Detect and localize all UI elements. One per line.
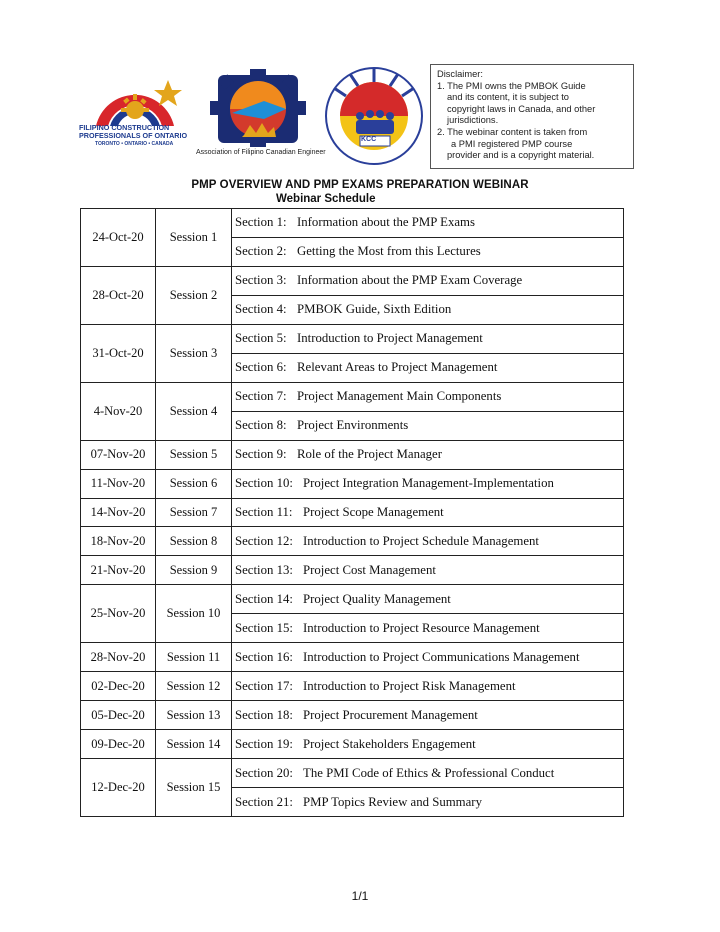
session-date: 12-Dec-20 bbox=[80, 758, 156, 817]
section-row bbox=[231, 729, 624, 759]
section-number: Section 7: bbox=[235, 389, 287, 404]
fcpo-caption-line-1: FILIPINO CONSTRUCTION bbox=[79, 123, 170, 132]
section-row bbox=[231, 440, 624, 470]
section-row bbox=[231, 555, 624, 585]
section-title: Project Environments bbox=[297, 418, 409, 433]
section-number: Section 3: bbox=[235, 273, 287, 288]
section-row bbox=[231, 295, 624, 325]
document-title: PMP OVERVIEW AND PMP EXAMS PREPARATION WEBINAR bbox=[191, 179, 529, 191]
section-row bbox=[231, 613, 624, 643]
disclaimer-line: copyright laws in Canada, and other bbox=[447, 103, 596, 114]
session-label: Session 14 bbox=[155, 729, 232, 759]
kcc-seal-icon bbox=[318, 62, 436, 166]
section-title: Role of the Project Manager bbox=[297, 447, 442, 462]
session-date: 28-Oct-20 bbox=[80, 266, 156, 325]
kcc-center-text: KCC bbox=[361, 136, 377, 143]
session-label: Session 4 bbox=[155, 382, 232, 441]
section-number: Section 9: bbox=[235, 447, 287, 462]
section-row bbox=[231, 411, 624, 441]
section-row bbox=[231, 237, 624, 267]
section-title: Project Integration Management-Implementation bbox=[303, 476, 554, 491]
session-date: 07-Nov-20 bbox=[80, 440, 156, 470]
section-title: Introduction to Project Resource Management bbox=[303, 620, 540, 635]
section-row bbox=[231, 526, 624, 556]
section-row bbox=[231, 266, 624, 296]
section-title: Project Stakeholders Engagement bbox=[303, 736, 476, 751]
section-number: Section 21: bbox=[235, 794, 293, 809]
section-number: Section 19: bbox=[235, 736, 293, 751]
section-number: Section 20: bbox=[235, 765, 293, 780]
session-date: 05-Dec-20 bbox=[80, 700, 156, 730]
section-row bbox=[231, 382, 624, 412]
session-label: Session 6 bbox=[155, 469, 232, 499]
kcc-logo bbox=[318, 62, 436, 166]
section-number: Section 4: bbox=[235, 302, 287, 317]
section-number: Section 18: bbox=[235, 707, 293, 722]
section-title: Information about the PMP Exam Coverage bbox=[297, 273, 523, 288]
fcpo-caption-line-3: TORONTO • ONTARIO • CANADA bbox=[95, 141, 174, 147]
session-label: Session 10 bbox=[155, 584, 232, 643]
section-title: Introduction to Project Management bbox=[297, 331, 483, 346]
section-title: Information about the PMP Exams bbox=[297, 215, 475, 230]
fcpo-logo bbox=[76, 72, 194, 150]
section-number: Section 1: bbox=[235, 215, 287, 230]
section-title: Introduction to Project Communications Management bbox=[303, 649, 580, 664]
session-label: Session 13 bbox=[155, 700, 232, 730]
session-label: Session 1 bbox=[155, 208, 232, 267]
disclaimer-line: 2. The webinar content is taken from bbox=[437, 126, 588, 137]
section-row bbox=[231, 700, 624, 730]
session-label: Session 9 bbox=[155, 555, 232, 585]
section-number: Section 6: bbox=[235, 360, 287, 375]
section-number: Section 17: bbox=[235, 678, 293, 693]
section-number: Section 13: bbox=[235, 562, 293, 577]
section-row bbox=[231, 642, 624, 672]
webinar-schedule-table bbox=[80, 208, 623, 816]
disclaimer-box bbox=[430, 64, 634, 169]
section-title: Project Management Main Components bbox=[297, 389, 502, 404]
session-date: 28-Nov-20 bbox=[80, 642, 156, 672]
session-label: Session 2 bbox=[155, 266, 232, 325]
section-row bbox=[231, 671, 624, 701]
disclaimer-line: jurisdictions. bbox=[447, 115, 499, 126]
fcpo-caption-line-2: PROFESSIONALS OF ONTARIO bbox=[79, 131, 188, 140]
session-date: 25-Nov-20 bbox=[80, 584, 156, 643]
section-number: Section 2: bbox=[235, 244, 287, 259]
section-title: PMBOK Guide, Sixth Edition bbox=[297, 302, 452, 317]
disclaimer-line: and its content, it is subject to bbox=[447, 92, 569, 103]
section-number: Section 11: bbox=[235, 504, 293, 519]
session-date: 11-Nov-20 bbox=[80, 469, 156, 499]
disclaimer-line: provider and is a copyright material. bbox=[447, 150, 595, 161]
section-row bbox=[231, 787, 624, 817]
section-number: Section 15: bbox=[235, 620, 293, 635]
section-row bbox=[231, 469, 624, 499]
session-date: 24-Oct-20 bbox=[80, 208, 156, 267]
session-label: Session 11 bbox=[155, 642, 232, 672]
section-number: Section 14: bbox=[235, 591, 293, 606]
section-number: Section 10: bbox=[235, 476, 293, 491]
section-row bbox=[231, 353, 624, 383]
disclaimer-line: a PMI registered PMP course bbox=[451, 138, 573, 149]
session-label: Session 3 bbox=[155, 324, 232, 383]
page-number: 1/1 bbox=[351, 889, 369, 903]
session-date: 18-Nov-20 bbox=[80, 526, 156, 556]
section-title: Introduction to Project Schedule Management bbox=[303, 533, 539, 548]
session-date: 14-Nov-20 bbox=[80, 498, 156, 528]
section-title: Project Quality Management bbox=[303, 591, 451, 606]
section-row bbox=[231, 584, 624, 614]
section-row bbox=[231, 324, 624, 354]
disclaimer-heading: Disclaimer: bbox=[437, 69, 483, 79]
section-row bbox=[231, 208, 624, 238]
section-number: Section 8: bbox=[235, 418, 287, 433]
session-date: 21-Nov-20 bbox=[80, 555, 156, 585]
session-date: 09-Dec-20 bbox=[80, 729, 156, 759]
session-label: Session 12 bbox=[155, 671, 232, 701]
session-label: Session 5 bbox=[155, 440, 232, 470]
disclaimer-line: 1. The PMI owns the PMBOK Guide bbox=[437, 80, 586, 91]
section-title: PMP Topics Review and Summary bbox=[303, 794, 482, 809]
section-number: Section 12: bbox=[235, 533, 293, 548]
session-label: Session 7 bbox=[155, 498, 232, 528]
section-number: Section 16: bbox=[235, 649, 293, 664]
section-title: Project Cost Management bbox=[303, 562, 436, 577]
section-title: Project Procurement Management bbox=[303, 707, 478, 722]
gear-icon bbox=[206, 69, 310, 147]
session-date: 02-Dec-20 bbox=[80, 671, 156, 701]
section-row bbox=[231, 758, 624, 788]
session-label: Session 8 bbox=[155, 526, 232, 556]
afce-caption: Association of Filipino Canadian Engineer bbox=[196, 149, 326, 156]
section-title: The PMI Code of Ethics & Professional Conduct bbox=[303, 765, 555, 780]
section-title: Getting the Most from this Lectures bbox=[297, 244, 481, 259]
session-date: 31-Oct-20 bbox=[80, 324, 156, 383]
section-title: Project Scope Management bbox=[303, 504, 444, 519]
section-number: Section 5: bbox=[235, 331, 287, 346]
document-subtitle: Webinar Schedule bbox=[276, 193, 376, 205]
afce-logo bbox=[196, 69, 326, 161]
section-title: Relevant Areas to Project Management bbox=[297, 360, 498, 375]
section-title: Introduction to Project Risk Management bbox=[303, 678, 516, 693]
section-row bbox=[231, 498, 624, 528]
session-label: Session 15 bbox=[155, 758, 232, 817]
fcpo-emblem-icon bbox=[76, 72, 194, 128]
session-date: 4-Nov-20 bbox=[80, 382, 156, 441]
